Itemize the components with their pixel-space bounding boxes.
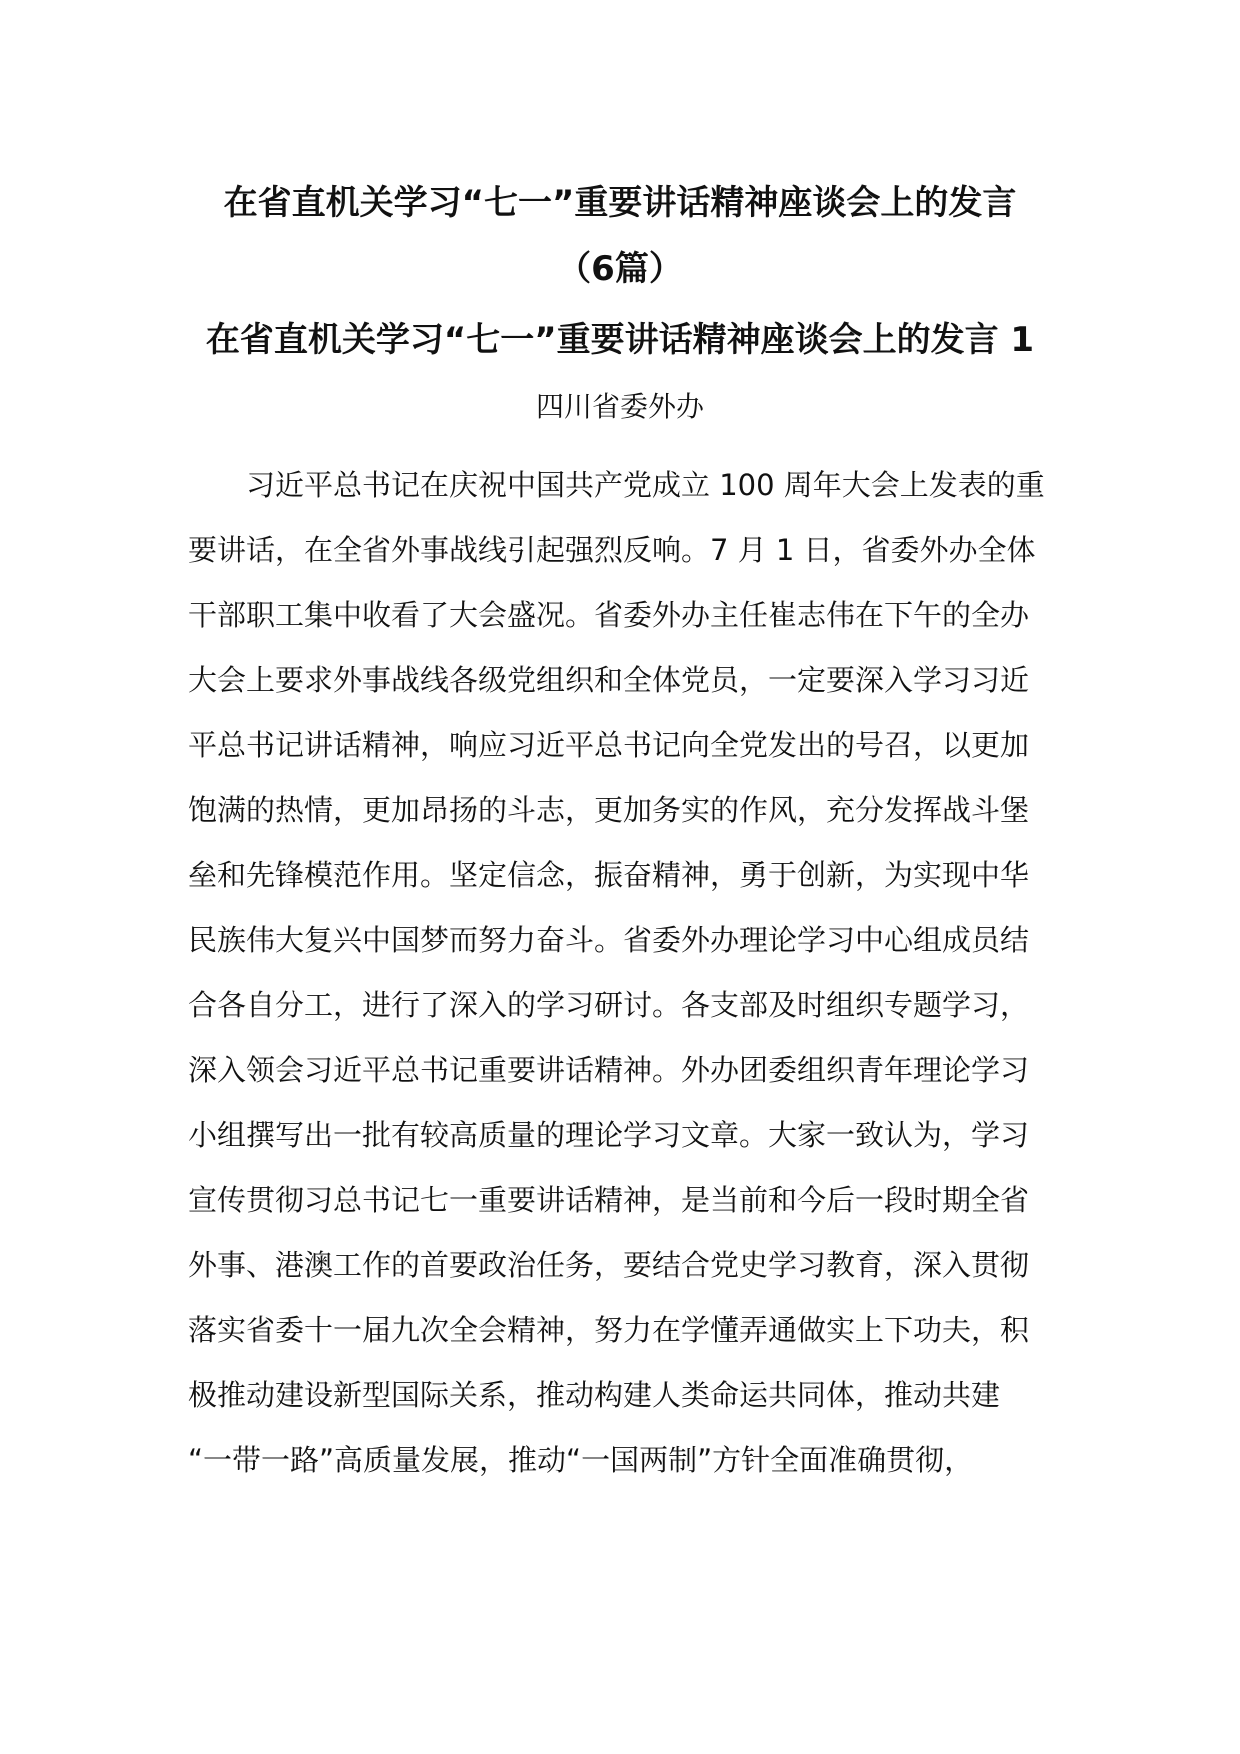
paragraph-line: “一带一路”高质量发展，推动“一国两制”方针全面准确贯彻， <box>188 1443 974 1477</box>
document-title-line1: 在省直机关学习“七一”重要讲话精神座谈会上的发言 <box>223 183 1017 223</box>
body-paragraph <box>188 453 1050 1493</box>
paragraph-line: 垒和先锋模范作用。坚定信念，振奋精神，勇于创新，为实现中华 <box>188 858 1030 892</box>
document-title-line2: （6篇） <box>557 249 683 289</box>
paragraph-line: 合各自分工，进行了深入的学习研讨。各支部及时组织专题学习， <box>188 988 1030 1022</box>
paragraph-line: 宣传贯彻习总书记七一重要讲话精神，是当前和今后一段时期全省 <box>188 1183 1030 1217</box>
paragraph-line: 大会上要求外事战线各级党组织和全体党员，一定要深入学习习近 <box>188 663 1030 697</box>
paragraph-line: 落实省委十一届九次全会精神，努力在学懂弄通做实上下功夫，积 <box>188 1313 1030 1347</box>
paragraph-line: 外事、港澳工作的首要政治任务，要结合党史学习教育，深入贯彻 <box>188 1248 1030 1282</box>
paragraph-line: 饱满的热情，更加昂扬的斗志，更加务实的作风，充分发挥战斗堡 <box>188 793 1030 827</box>
paragraph-line: 极推动建设新型国际关系，推动构建人类命运共同体，推动共建 <box>188 1378 1001 1412</box>
paragraph-line: 干部职工集中收看了大会盛况。省委外办主任崔志伟在下午的全办 <box>188 598 1030 632</box>
section-heading: 在省直机关学习“七一”重要讲话精神座谈会上的发言 1 <box>205 320 1035 360</box>
paragraph-line: 要讲话，在全省外事战线引起强烈反响。7 月 1 日，省委外办全体 <box>188 533 1036 567</box>
paragraph-line: 平总书记讲话精神，响应习近平总书记向全党发出的号召，以更加 <box>188 728 1030 762</box>
paragraph-line: 习近平总书记在庆祝中国共产党成立 100 周年大会上发表的重 <box>246 468 1045 502</box>
author-line: 四川省委外办 <box>535 390 704 423</box>
paragraph-line: 小组撰写出一批有较高质量的理论学习文章。大家一致认为，学习 <box>188 1118 1030 1152</box>
paragraph-line: 深入领会习近平总书记重要讲话精神。外办团委组织青年理论学习 <box>188 1053 1030 1087</box>
paragraph-line: 民族伟大复兴中国梦而努力奋斗。省委外办理论学习中心组成员结 <box>188 923 1030 957</box>
